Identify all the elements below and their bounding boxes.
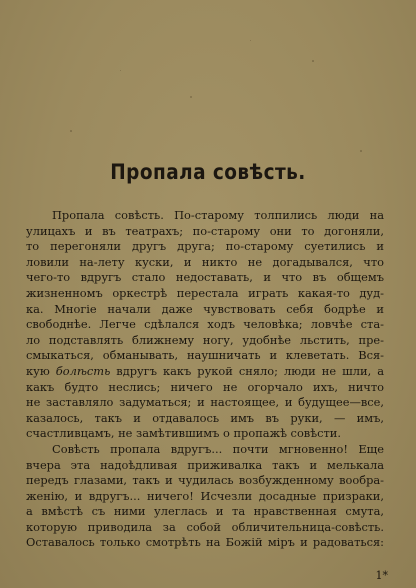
- text-line: какъ будто неслись; ничего не огорчало ихъ, ничто: [26, 379, 384, 394]
- text-segment: кую: [26, 363, 56, 378]
- text-line: а вмѣстѣ съ ними улеглась и та нравственная смута,: [26, 504, 384, 519]
- text-segment: вдругъ какъ рукой сняло; люди не шли, а: [110, 363, 384, 378]
- text-line: вчера эта надоѣдливая приживалка такъ и мелькала: [26, 457, 384, 472]
- text-line: не заставляло задуматься; и настоящее, и будущее—все,: [26, 395, 384, 410]
- text-line: жизненномъ оркестрѣ перестала играть какая-то дуд-: [26, 285, 384, 300]
- text-line: ловили на-лету куски, и никто не догадывался, что: [26, 254, 384, 269]
- text-line: чего-то вдругъ стало недоставать, и что въ общемъ: [26, 270, 384, 285]
- italic-word: болѣсть: [55, 363, 111, 378]
- text-line: ло подставлять ближнему ногу, удобнѣе льстить, пре-: [26, 332, 384, 347]
- text-line: передъ глазами, такъ и чудилась возбужденному вообра-: [26, 473, 384, 488]
- text-line: [26, 364, 384, 380]
- text-line: то перегоняли другъ друга; по-старому суетились и: [26, 239, 384, 254]
- text-line: улицахъ и въ театрахъ; по-старому они то догоняли,: [26, 223, 384, 238]
- text-line: счастливцамъ, не замѣтившимъ о пропажѣ совѣсти.: [26, 426, 341, 441]
- page-number: 1*: [375, 569, 388, 582]
- text-line: смыкаться, обманывать, наушничать и клеветать. Вся-: [26, 348, 384, 363]
- text-line: Совѣсть пропала вдругъ... почти мгновенно! Еще: [52, 441, 384, 456]
- paper-speck: [120, 70, 121, 71]
- text-line: женію, и вдругъ... ничего! Исчезли досадные призраки,: [26, 488, 384, 503]
- chapter-title: Пропала совѣсть.: [110, 160, 306, 184]
- text-line: Оставалось только смотрѣть на Божій міръ и радоваться:: [26, 535, 384, 550]
- text-line: Пропала совѣсть. По-старому толпились люди на: [52, 208, 384, 222]
- text-line: казалось, такъ и отдавалось имъ въ руки, — имъ,: [26, 410, 384, 425]
- paper-speck: [360, 150, 362, 152]
- paper-speck: [70, 130, 72, 132]
- text-line: ка. Многіе начали даже чувствовать себя бодрѣе и: [26, 301, 384, 316]
- paper-speck: [190, 96, 192, 98]
- paper-speck: [250, 40, 251, 41]
- text-line: свободнѣе. Легче сдѣлался ходъ человѣка; ловчѣе ста-: [26, 317, 384, 332]
- body-text: [26, 208, 384, 551]
- paper-speck: [312, 60, 314, 62]
- text-line: которую приводила за собой обличительница-совѣсть.: [26, 519, 384, 534]
